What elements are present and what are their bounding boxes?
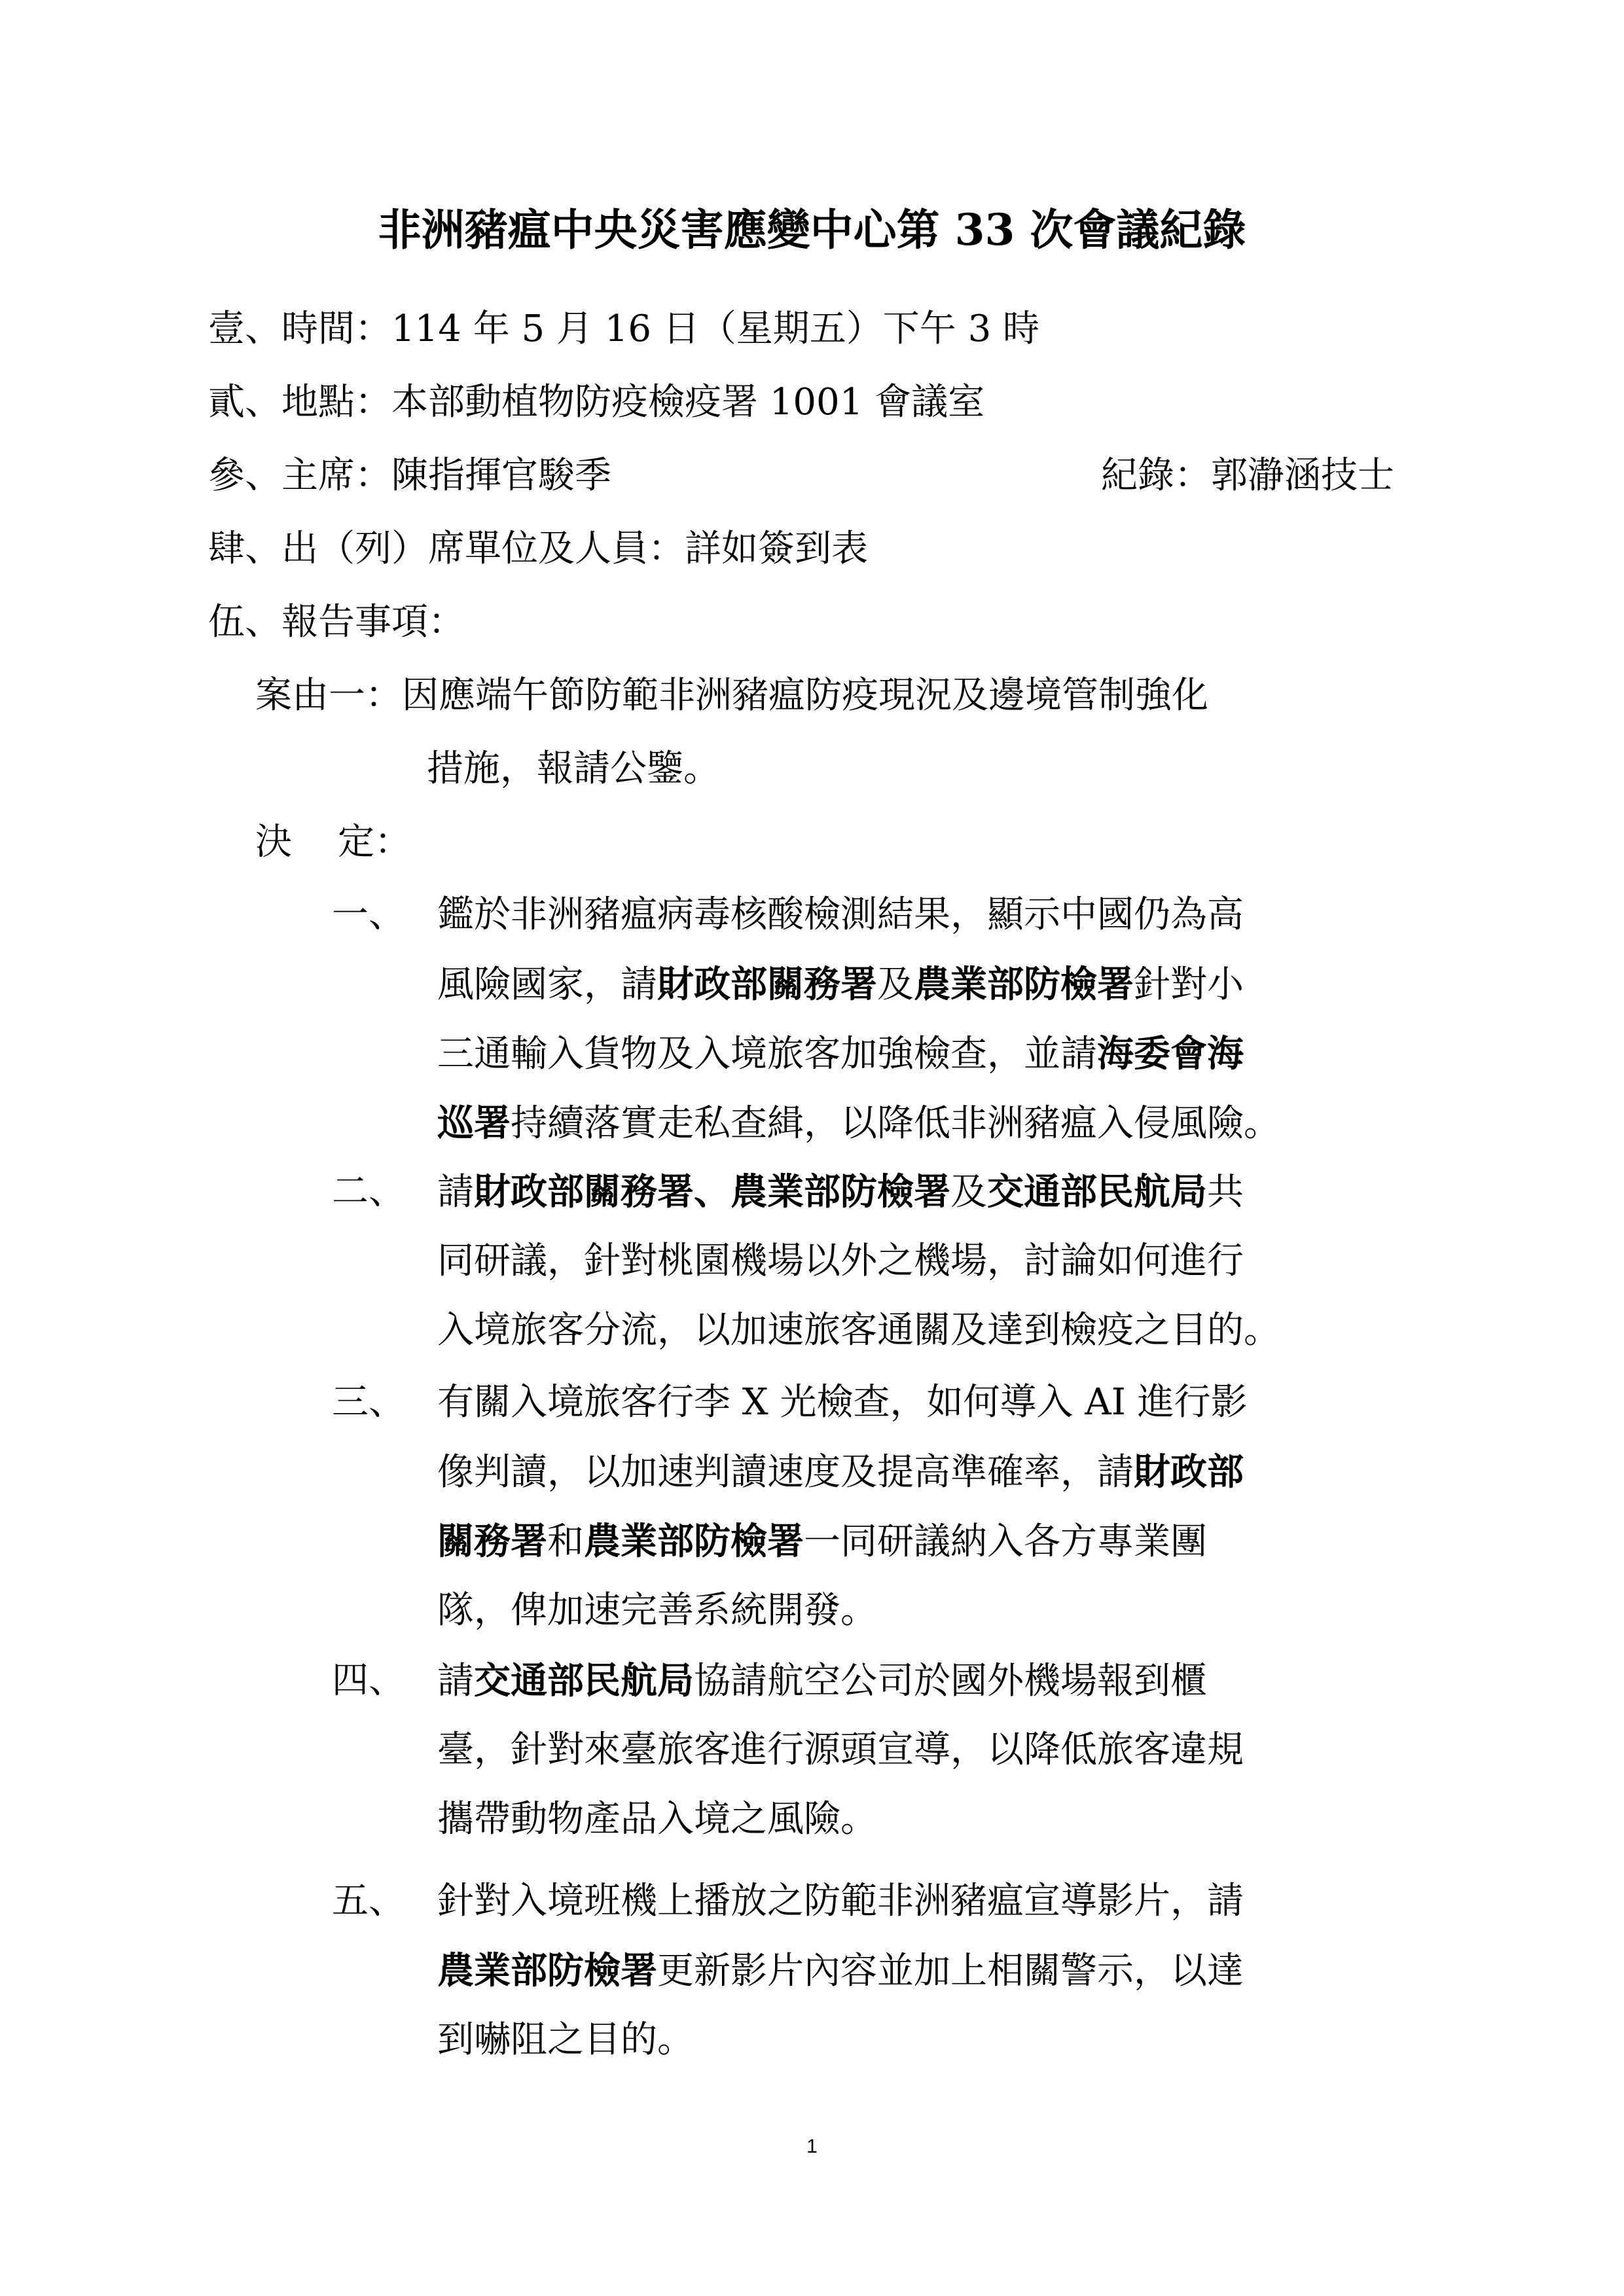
text-segment: 像判讀，以加速判讀速度及提高準確率，請 xyxy=(437,1451,1134,1494)
text-segment: 隊，俾加速完善系統開發。 xyxy=(437,1589,877,1632)
text-segment: 協請航空公司於國外機場報到櫃 xyxy=(694,1660,1207,1702)
decision-item-line xyxy=(437,1729,1244,1771)
text-segment: 和 xyxy=(547,1520,584,1563)
page-number: 1 xyxy=(806,2136,818,2157)
text-segment: 請 xyxy=(437,1171,474,1213)
text-segment: 臺，針對來臺旅客進行源頭宣導，以降低旅客違規 xyxy=(437,1729,1244,1771)
case-title-cont: 措施，報請公鑒。 xyxy=(427,747,720,790)
decision-label-a: 決 xyxy=(255,821,292,863)
agency-name: 交通部民航局 xyxy=(987,1170,1207,1213)
document-title: 非洲豬瘟中央災害應變中心第 33 次會議紀錄 xyxy=(378,204,1246,255)
agency-name: 海委會海 xyxy=(1097,1032,1244,1075)
decision-item-line xyxy=(437,893,1244,936)
decision-item-line xyxy=(437,1659,1207,1702)
decision-item-line xyxy=(437,1170,1244,1213)
decision-item-line xyxy=(437,963,1244,1006)
decision-item-number: 二、 xyxy=(332,1170,405,1213)
agency-name: 財政部 xyxy=(1134,1450,1244,1494)
meeting-recorder: 紀錄：郭瀞涵技士 xyxy=(1101,454,1394,497)
agency-name: 財政部關務署 xyxy=(657,963,877,1006)
text-segment: 持續落實走私查緝，以降低非洲豬瘟入侵風險。 xyxy=(511,1102,1280,1145)
attendees: 肆、出（列）席單位及人員：詳如簽到表 xyxy=(208,528,868,570)
text-segment: 請 xyxy=(437,1660,474,1702)
text-segment: 針對入境班機上播放之防範非洲豬瘟宣導影片，請 xyxy=(437,1880,1244,1922)
agency-name: 財政部關務署、農業部防檢署 xyxy=(474,1170,950,1213)
text-segment: 鑑於非洲豬瘟病毒核酸檢測結果，顯示中國仍為高 xyxy=(437,893,1244,936)
decision-item-line xyxy=(437,1309,1280,1352)
text-segment: 攜帶動物產品入境之風險。 xyxy=(437,1798,877,1840)
text-segment: 有關入境旅客行李 X 光檢查，如何導入 AI 進行影 xyxy=(437,1381,1248,1424)
decision-item-line xyxy=(437,1520,1207,1563)
meeting-location: 貳、地點：本部動植物防疫檢疫署 1001 會議室 xyxy=(208,381,985,423)
text-segment: 針對小 xyxy=(1134,963,1244,1006)
decision-item-number: 四、 xyxy=(332,1659,405,1702)
agency-name: 農業部防檢署 xyxy=(437,1949,657,1992)
agency-name: 交通部民航局 xyxy=(474,1659,694,1702)
agency-name: 農業部防檢署 xyxy=(914,963,1134,1006)
text-segment: 三通輸入貨物及入境旅客加強檢查，並請 xyxy=(437,1033,1097,1075)
decision-item-number: 三、 xyxy=(332,1381,405,1424)
decision-heading xyxy=(255,821,411,863)
decision-item-line xyxy=(437,1381,1248,1424)
text-segment: 更新影片內容並加上相關警示，以達 xyxy=(657,1950,1244,1992)
text-segment: 風險國家，請 xyxy=(437,963,657,1006)
text-segment: 入境旅客分流，以加速旅客通關及達到檢疫之目的。 xyxy=(437,1309,1280,1352)
decision-item-line xyxy=(437,1589,877,1632)
text-segment: 到嚇阻之目的。 xyxy=(437,2018,694,2061)
text-segment: 同研議，針對桃園機場以外之機場，討論如何進行 xyxy=(437,1240,1244,1282)
decision-item-line xyxy=(437,1240,1244,1282)
text-segment: 共 xyxy=(1207,1171,1244,1213)
decision-item-line xyxy=(437,2018,694,2061)
decision-item-line xyxy=(437,1450,1244,1494)
meeting-chair: 參、主席：陳指揮官駿季 xyxy=(208,454,611,497)
case-title: 案由一：因應端午節防範非洲豬瘟防疫現況及邊境管制強化 xyxy=(255,674,1208,717)
agency-name: 農業部防檢署 xyxy=(584,1520,804,1563)
meeting-time: 壹、時間：114 年 5 月 16 日（星期五）下午 3 時 xyxy=(208,308,1040,350)
report-heading: 伍、報告事項： xyxy=(208,601,465,643)
agency-name: 巡署 xyxy=(437,1102,511,1145)
decision-item-number: 一、 xyxy=(332,893,405,936)
decision-item-line xyxy=(437,1949,1244,1992)
text-segment: 及 xyxy=(950,1171,987,1213)
decision-item-line xyxy=(437,1880,1244,1922)
decision-item-line xyxy=(437,1798,877,1840)
decision-item-line xyxy=(437,1032,1244,1075)
agency-name: 關務署 xyxy=(437,1520,547,1563)
decision-label-b: 定： xyxy=(338,821,411,863)
decision-item-line xyxy=(437,1102,1280,1145)
text-segment: 及 xyxy=(877,963,914,1006)
decision-item-number: 五、 xyxy=(332,1880,405,1922)
chair-recorder-row xyxy=(208,454,1394,497)
text-segment: 一同研議納入各方專業團 xyxy=(804,1520,1207,1563)
